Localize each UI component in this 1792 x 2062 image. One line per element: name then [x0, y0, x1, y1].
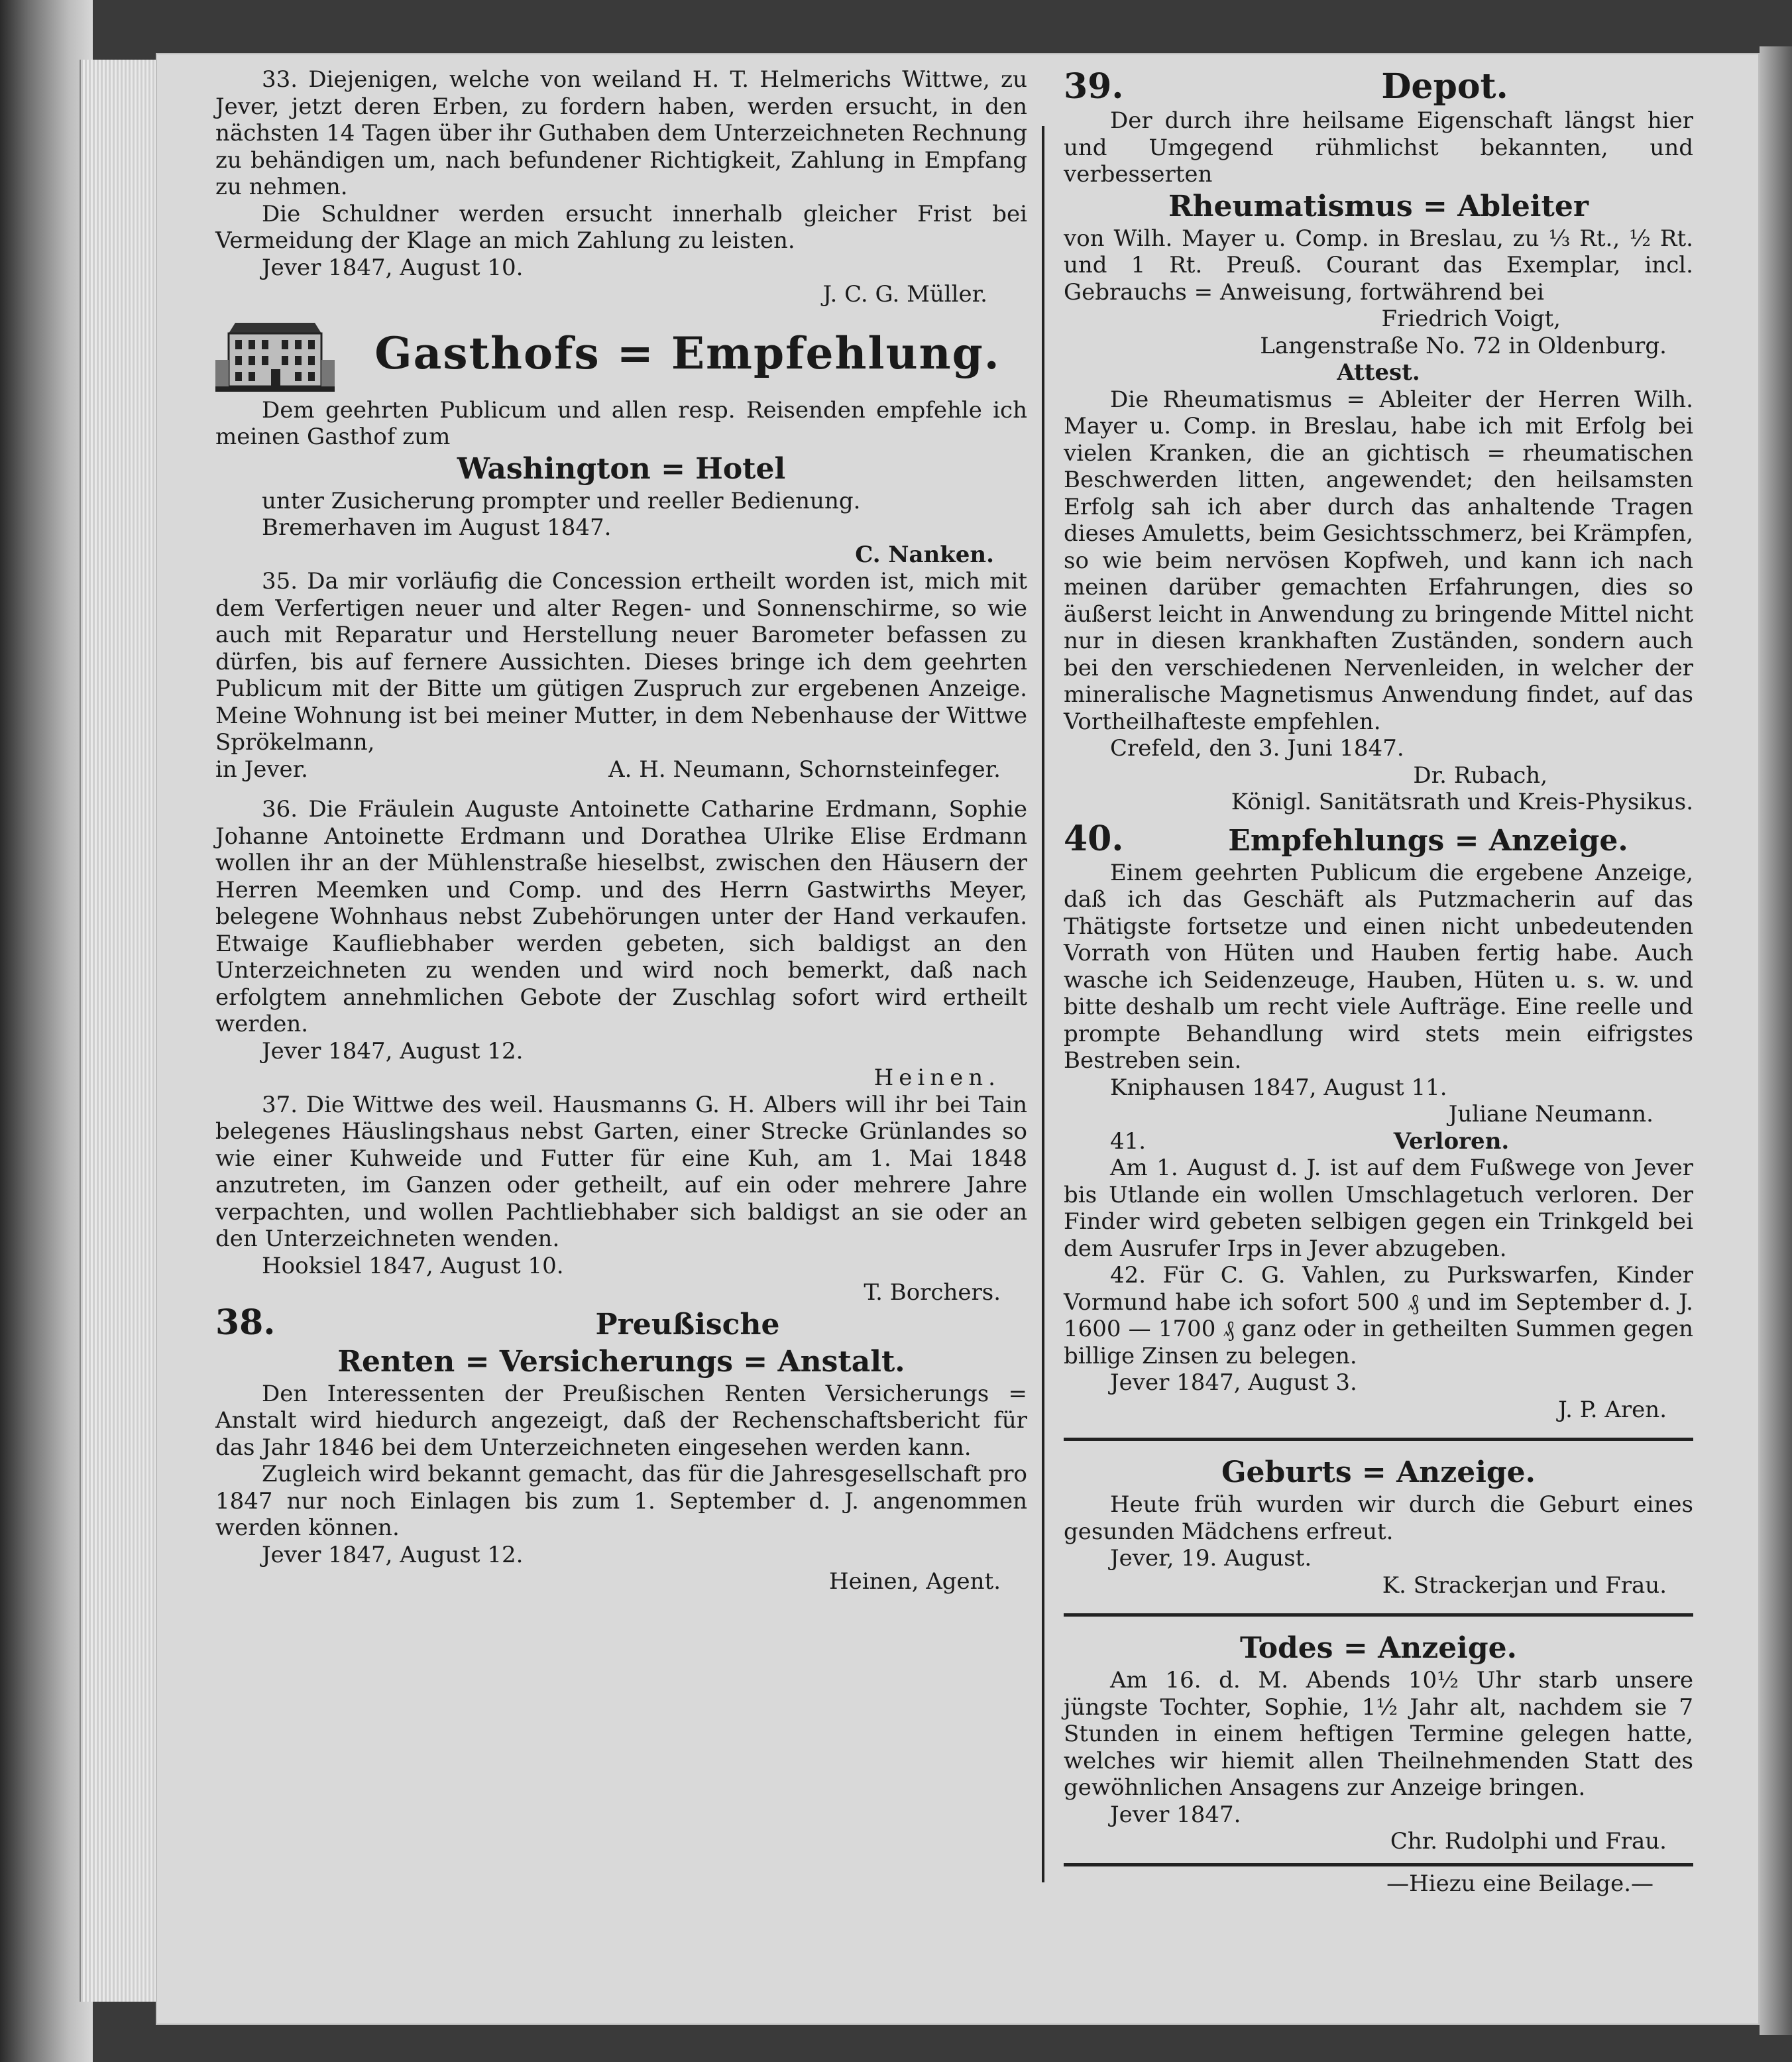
ad38-title1: Preußische [595, 1307, 780, 1342]
ad34-place-date: Bremerhaven im August 1847. [262, 514, 612, 541]
ad39-seller-address: Langenstraße No. 72 in Oldenburg. [1260, 332, 1667, 359]
ad-41 [1064, 1128, 1693, 1263]
ad40-title: Empfehlungs = Anzeige. [1228, 823, 1628, 858]
ad39-attest-signer: Dr. Rubach, [1413, 762, 1547, 789]
ad38-body: Den Interessenten der Preußischen Renten Versicherungs = Anstalt wird hiedurch angezeigt, daß der Rechenschaftsbericht für das Jahr 1846 bei dem Unterzeichneten eingesehen werden kann. [215, 1380, 1027, 1461]
death-title: Todes = Anzeige. [1240, 1631, 1517, 1665]
ad38-place-date: Jever 1847, August 12. [262, 1541, 524, 1568]
ad35-signature: A. H. Neumann, Schornsteinfeger. [608, 756, 1001, 783]
section-rule [1064, 1438, 1693, 1441]
ad36-signature: Heinen. [873, 1064, 1001, 1091]
ad39-number: 39. [1064, 66, 1124, 107]
death-body: Am 16. d. M. Abends 10½ Uhr starb unsere jüngste Tochter, Sophie, 1½ Jahr alt, nachdem sie 7 Stunden in einem heftigen Termine gelegen hatte, welches wir hiemit allen Theilnehmenden Statt des gewöhnlichen Ansagens zur Anzeige bringen. [1064, 1667, 1693, 1801]
hotel-building-icon [215, 314, 335, 393]
ad39-attest-signer-title: Königl. Sanitätsrath und Kreis-Physikus. [1231, 789, 1693, 815]
ad39-attest-title: Attest. [1337, 359, 1420, 386]
page-stack [80, 60, 160, 2002]
birth-place-date: Jever, 19. August. [1110, 1545, 1312, 1572]
death-signature: Chr. Rudolphi und Frau. [1390, 1828, 1667, 1855]
ad42-place-date: Jever 1847, August 3. [1110, 1369, 1357, 1396]
ad-39 [1064, 66, 1693, 816]
ad38-number: 38. [215, 1302, 276, 1343]
death-notice [1064, 1630, 1693, 1855]
ad39-attest-place-date: Crefeld, den 3. Juni 1847. [1110, 735, 1404, 762]
birth-title: Geburts = Anzeige. [1221, 1456, 1536, 1489]
ad40-number: 40. [1064, 818, 1124, 859]
birth-body: Heute früh wurden wir durch die Geburt eines gesunden Mädchens erfreut. [1064, 1491, 1693, 1545]
ad-38 [215, 1302, 1027, 1595]
ad-35 [215, 568, 1027, 783]
ad33-body2: Die Schuldner werden ersucht innerhalb gleicher Frist bei Vermeidung der Klage an mich Zahlung zu leisten. [215, 200, 1027, 254]
ad39-title: Depot. [1381, 66, 1508, 107]
ad33-place-date: Jever 1847, August 10. [262, 254, 524, 281]
ad38-signature: Heinen, Agent. [829, 1568, 1001, 1595]
ad41-body: Am 1. August d. J. ist auf dem Fußwege von Jever bis Utlande ein wollen Umschlagetuch verloren. Der Finder wird gebeten selbigen gegen ein Trinkgeld bei dem Ausrufer Irps in Jever abzugeben. [1064, 1155, 1693, 1262]
ad35-place: in Jever. [215, 756, 308, 783]
section-rule [1064, 1613, 1693, 1617]
ad40-place-date: Kniphausen 1847, August 11. [1110, 1074, 1447, 1101]
ad40-body: Einem geehrten Publicum die ergebene Anzeige, daß ich das Geschäft als Putzmacherin auf das Thätigste fortsetze und einen nicht unbedeutenden Vorrath von Hüten und Hauben fertig habe. Auch wasche ich Seidenzeuge, Hauben, Hüten u. s. w. und bitte deshalb um recht viele Aufträge. Eine reelle und prompte Behandlung wird stets mein eifrigstes Bestreben sein. [1064, 859, 1693, 1074]
section-rule [1064, 1863, 1693, 1866]
ad42-signature: J. P. Aren. [1558, 1396, 1667, 1423]
ad37-signature: T. Borchers. [864, 1279, 1001, 1306]
ad41-title: Verloren. [1393, 1127, 1510, 1155]
ad-42 [1064, 1262, 1693, 1423]
ad34-signature: C. Nanken. [855, 541, 994, 568]
ad41-number: 41. [1110, 1127, 1147, 1155]
column-divider [1042, 126, 1044, 1882]
ad34-title: Gasthofs = Empfehlung. [374, 327, 1001, 379]
ad37-place-date: Hooksiel 1847, August 10. [262, 1252, 564, 1279]
ad39-body: Der durch ihre heilsame Eigenschaft längst hier und Umgegend rühmlichst bekannten, und verbesserten [1064, 107, 1693, 188]
ad33-body: 33. Diejenigen, welche von weiland H. T. Helmerichs Wittwe, zu Jever, jetzt deren Erben, zu fordern haben, werden ersucht, in den nächsten 14 Tagen über ihr Guthaben dem Unterzeichneten Rechnung zu behändigen um, nach befundener Richtigkeit, Zahlung in Empfang zu nehmen. [215, 66, 1027, 200]
ad39-seller-name: Friedrich Voigt, [1381, 306, 1561, 332]
right-column [1064, 66, 1693, 1897]
ad39-product: Rheumatismus = Ableiter [1168, 189, 1589, 223]
ad-34 [215, 314, 1027, 569]
birth-signature: K. Strackerjan und Frau. [1382, 1572, 1667, 1599]
book-edge [0, 0, 93, 2062]
book-right-edge [1760, 46, 1792, 2035]
ad-36 [215, 796, 1027, 1092]
ad39-body2: von Wilh. Mayer u. Comp. in Breslau, zu ⅓ Rt., ½ Rt. und 1 Rt. Preuß. Courant das Exemplar, incl. Gebrauchs = Anweisung, fortwährend bei [1064, 225, 1693, 306]
ad35-body: 35. Da mir vorläufig die Concession ertheilt worden ist, mich mit dem Verfertigen neuer und alter Regen- und Sonnenschirme, so wie auch mit Reparatur und Herstellung neuer Barometer befassen zu dürfen, bis auf fernere Aussichten. Dieses bringe ich dem geehrten Publicum mit der Bitte um gütigen Zuspruch zur ergebenen Anzeige. Meine Wohnung ist bei meiner Mutter, in dem Nebenhause der Wittwe Sprökelmann, [215, 568, 1027, 756]
ad38-title2: Renten = Versicherungs = Anstalt. [337, 1344, 905, 1379]
ad40-signature: Juliane Neumann. [1448, 1101, 1653, 1127]
ad33-signature: J. C. G. Müller. [822, 281, 987, 308]
left-column [215, 66, 1027, 1595]
death-place-date: Jever 1847. [1110, 1801, 1241, 1828]
ad36-body: 36. Die Fräulein Auguste Antoinette Catharine Erdmann, Sophie Johanne Antoinette Erdmann und Dorathea Ulrike Elise Erdmann wollen ihr an der Mühlenstraße hieselbst, zwischen den Häusern der Herren Meemken und Comp. und des Herrn Gastwirths Meyer, belegene Wohnhaus nebst Zubehörungen unter der Hand verkaufen. Etwaige Kaufliebhaber werden gebeten, sich baldigst an den Unterzeichneten zu wenden und wird noch bemerkt, daß nach erfolgtem annehmlichen Gebote der Zuschlag sofort wird ertheilt werden. [215, 796, 1027, 1037]
ad-37 [215, 1092, 1027, 1306]
ad-40 [1064, 818, 1693, 1128]
ad34-body: Dem geehrten Publicum und allen resp. Reisenden empfehle ich meinen Gasthof zum [215, 396, 1027, 450]
ad37-body: 37. Die Wittwe des weil. Hausmanns G. H. Albers will ihr bei Tain belegenes Häuslingshaus nebst Garten, einer Strecke Grünlandes so wie einer Kuhweide und Futter für eine Kuh, am 1. Mai 1848 anzutreten, im Ganzen oder getheilt, auf ein oder mehrere Jahre verpachten, und wollen Pachtliebhaber sich baldigst an sie oder an den Unterzeichneten wenden. [215, 1091, 1027, 1252]
ad-33 [215, 66, 1027, 308]
ad34-hotel-name: Washington = Hotel [457, 451, 786, 486]
ad39-attest-body: Die Rheumatismus = Ableiter der Herren Wilh. Mayer u. Comp. in Breslau, habe ich mit Erfolg bei vielen Kranken, die an gichtisch = rheumatischen Beschwerden litten, angewendet; den heilsamsten Erfolg sah ich aber durch das anhaltende Tragen dieses Amuletts, beim Gesichtsschmerz, bei Krämpfen, so wie beim nervösen Kopfweh, und kann ich nach meinen darüber gemachten Erfahrungen, dies so äußerst leicht in Anwendung zu bringende Mittel nicht nur in diesen krankhaften Zuständen, sondern auch bei den verschiedenen Nervenleiden, in welcher der mineralische Magnetismus Anwendung findet, auf das Vortheilhafteste empfehlen. [1064, 386, 1693, 735]
ad38-body2: Zugleich wird bekannt gemacht, das für die Jahresgesellschaft pro 1847 nur noch Einlagen bis zum 1. September d. J. angenommen werden können. [215, 1461, 1027, 1541]
supplement-note: —Hiezu eine Beilage.— [1386, 1870, 1653, 1897]
ad42-body: 42. Für C. G. Vahlen, zu Purkswarfen, Kinder Vormund habe ich sofort 500 ₰ und im September d. J. 1600 — 1700 ₰ ganz oder in getheilten Summen gegen billige Zinsen zu belegen. [1064, 1262, 1693, 1369]
birth-notice [1064, 1454, 1693, 1599]
ad34-body2: unter Zusicherung prompter und reeller Bedienung. [262, 487, 861, 514]
ad36-place-date: Jever 1847, August 12. [262, 1037, 524, 1064]
